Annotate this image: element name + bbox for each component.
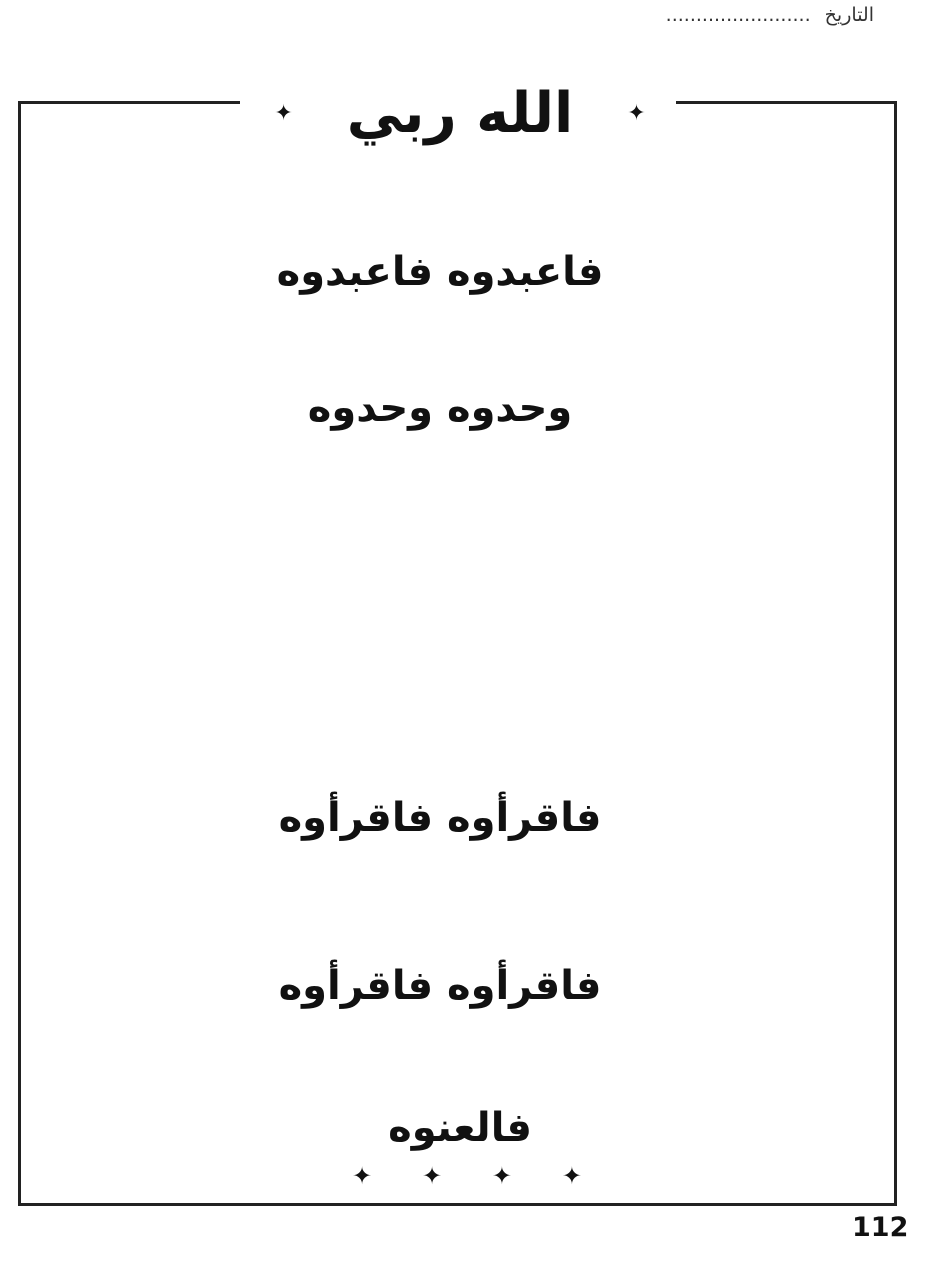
poem-phrase: فالعنوه — [388, 1105, 532, 1151]
star-icon: ✦ — [421, 1162, 443, 1190]
date-field — [666, 4, 874, 26]
poem-phrase: وحدوه وحدوه — [307, 385, 573, 431]
page-number: 112 — [852, 1212, 909, 1243]
date-label: التاريخ — [824, 4, 874, 26]
star-icon: ✦ — [561, 1162, 582, 1190]
bottom-ornament — [352, 1162, 582, 1190]
poem-phrase: فاقرأوه فاقرأوه — [278, 795, 602, 841]
poem-line-4 — [0, 385, 880, 431]
title-area — [250, 68, 670, 158]
poem-line-10 — [0, 795, 880, 841]
star-icon: ✦ — [491, 1162, 513, 1190]
page-title: الله ربي — [346, 80, 574, 146]
star-icon: ✦ — [274, 100, 293, 126]
star-icon: ✦ — [352, 1162, 373, 1190]
poem-line-14 — [0, 1105, 920, 1151]
poem-phrase: فاعبدوه فاعبدوه — [276, 249, 604, 295]
star-icon: ✦ — [627, 100, 646, 126]
poem-line-2 — [0, 249, 880, 295]
poem-phrase: فاقرأوه فاقرأوه — [278, 963, 602, 1009]
frame-top-right — [676, 101, 897, 104]
poem-line-12 — [0, 963, 880, 1009]
frame-top-left — [18, 101, 240, 104]
date-blank: ........................ — [665, 4, 811, 26]
